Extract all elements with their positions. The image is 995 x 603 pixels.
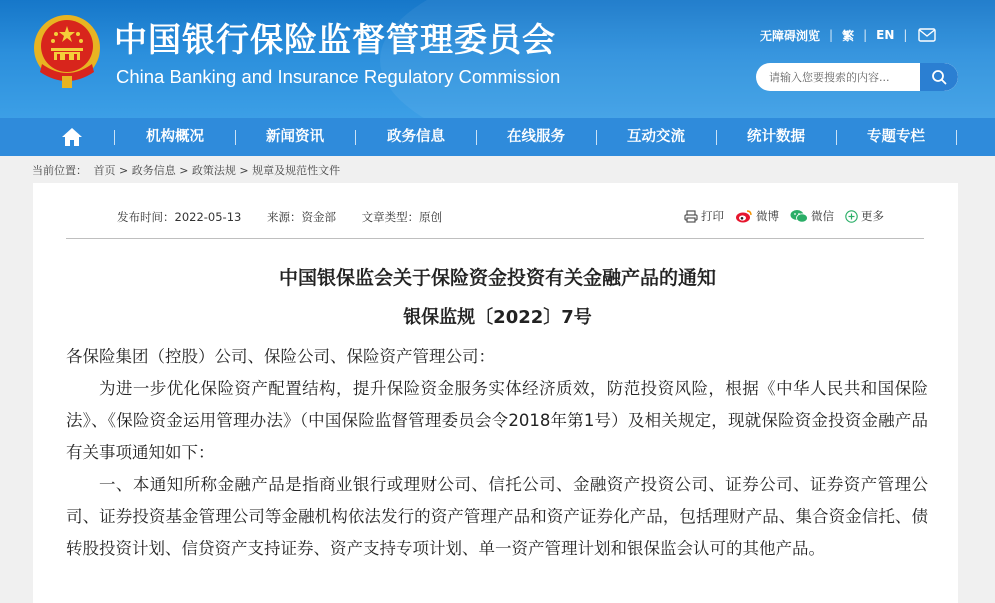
link-separator: | [863, 28, 868, 42]
nav-separator [836, 130, 837, 145]
link-separator: | [829, 28, 834, 42]
national-emblem[interactable] [32, 12, 102, 90]
weibo-icon [735, 209, 753, 223]
nav-item-topics[interactable]: 专题专栏 [867, 129, 925, 145]
search-icon [931, 69, 947, 85]
traditional-chinese-link[interactable]: 繁 [842, 28, 855, 43]
nav-item-online-service[interactable]: 在线服务 [507, 129, 565, 145]
weibo-label: 微博 [756, 209, 779, 223]
breadcrumb-path[interactable]: 首页 > 政务信息 > 政策法规 > 规章及规范性文件 [93, 164, 341, 177]
share-bar [684, 208, 895, 224]
breadcrumb-prefix: 当前位置： [32, 164, 87, 177]
wechat-icon [790, 209, 808, 223]
publish-time: 发布时间：2022-05-13 [117, 210, 242, 224]
nav-separator [716, 130, 717, 145]
more-share-button[interactable] [845, 208, 884, 224]
site-header [0, 0, 995, 118]
article-paragraph: 为进一步优化保险资产配置结构，提升保险资金服务实体经济质效，防范投资风险，根据《中华人民共和国保险法》、《保险资金运用管理办法》（中国保险监督管理委员会令2018年第1号）及相关规定，现就保险资金投资金融产品有关事项通知如下： [66, 379, 928, 462]
mail-icon[interactable] [918, 28, 936, 42]
accessibility-link[interactable]: 无障碍浏览 [760, 28, 821, 43]
wechat-label: 微信 [811, 209, 834, 223]
article-meta [117, 209, 464, 225]
wechat-share-button[interactable] [790, 208, 834, 224]
nav-item-news[interactable]: 新闻资讯 [266, 129, 324, 145]
article-title: 中国银保监会关于保险资金投资有关金融产品的通知 [278, 267, 716, 289]
article-source: 来源：资金部 [267, 210, 336, 224]
search-button[interactable] [920, 63, 958, 91]
print-label: 打印 [701, 209, 724, 223]
home-icon[interactable] [61, 127, 83, 147]
print-button[interactable] [684, 208, 724, 224]
printer-icon [684, 210, 698, 223]
nav-separator [956, 130, 957, 145]
nav-item-interaction[interactable]: 互动交流 [627, 129, 685, 145]
meta-divider [66, 238, 924, 239]
nav-separator [235, 130, 236, 145]
main-nav [0, 118, 995, 156]
nav-item-statistics[interactable]: 统计数据 [747, 129, 805, 145]
nav-separator [476, 130, 477, 145]
nav-separator [114, 130, 115, 145]
article-paragraph: 一、本通知所称金融产品是指商业银行或理财公司、信托公司、金融资产投资公司、证券公司、证券资产管理公司、证券投资基金管理公司等金融机构依法发行的资产管理产品和资产证券化产品，包括理财产品、集合资金信托、债转股投资计划、信贷资产支持证券、资产支持专项计划、单一资产管理计划和银保监会认可的其他产品。 [66, 475, 928, 558]
search-box [756, 63, 958, 91]
site-title-cn: 中国银行保险监督管理委员会 [114, 20, 556, 59]
article-salutation: 各保险集团（控股）公司、保险公司、保险资产管理公司： [66, 347, 495, 366]
breadcrumb [32, 162, 343, 178]
nav-separator [596, 130, 597, 145]
search-input[interactable] [756, 63, 921, 91]
link-separator: | [903, 28, 908, 42]
weibo-share-button[interactable] [735, 208, 779, 224]
site-title-en: China Banking and Insurance Regulatory Commission [116, 66, 561, 87]
more-label: 更多 [861, 209, 884, 223]
article-type: 文章类型：原创 [361, 210, 443, 224]
top-links [760, 26, 936, 44]
english-link[interactable]: EN [876, 28, 895, 42]
nav-separator [355, 130, 356, 145]
nav-item-about[interactable]: 机构概况 [146, 129, 204, 145]
document-number: 银保监规〔2022〕7号 [403, 307, 592, 328]
nav-item-government-info[interactable]: 政务信息 [387, 129, 445, 145]
plus-circle-icon [845, 210, 858, 223]
